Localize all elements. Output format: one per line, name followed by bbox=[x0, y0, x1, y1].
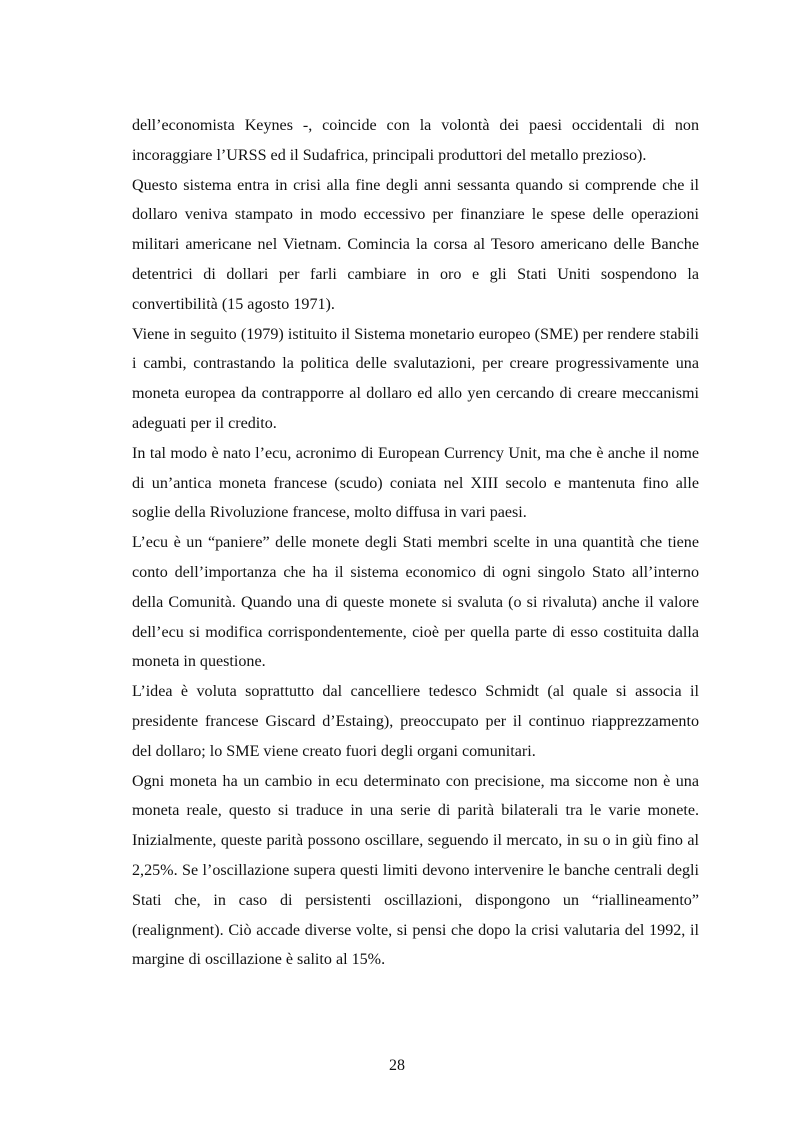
paragraph-7: Ogni moneta ha un cambio in ecu determinato con precisione, ma siccome non è una moneta reale, questo si traduce in una serie di parità bilaterali tra le varie monete. Inizialmente, queste parità possono oscillare, seguendo il mercato, in su o in giù fino al 2,25%. Se l’oscillazione supera questi limiti devono intervenire le banche centrali degli Stati che, in caso di persistenti oscillazioni, dispongono un “riallineamento” (realignment). Ciò accade diverse volte, si pensi che dopo la crisi valutaria del 1992, il margine di oscillazione è salito al 15%. bbox=[132, 772, 699, 969]
paragraph-5: L’ecu è un “paniere” delle monete degli Stati membri scelte in una quantità che tiene conto dell’importanza che ha il sistema economico di ogni singolo Stato all’interno della Comunità. Quando una di queste monete si svaluta (o si rivaluta) anche il valore dell’ecu si modifica corrispondentemente, cioè per quella parte di esso costituita dalla moneta in questione. bbox=[132, 534, 699, 671]
paragraph-1: dell’economista Keynes -, coincide con la volontà dei paesi occidentali di non incoraggiare l’URSS ed il Sudafrica, principali produttori del metallo prezioso). bbox=[132, 117, 699, 164]
body-text bbox=[132, 111, 699, 975]
paragraph-4: In tal modo è nato l’ecu, acronimo di European Currency Unit, ma che è anche il nome di un’antica moneta francese (scudo) coniata nel XIII secolo e mantenuta fino alle soglie della Rivoluzione francese, molto diffusa in vari paesi. bbox=[132, 444, 699, 522]
paragraph-2: Questo sistema entra in crisi alla fine degli anni sessanta quando si comprende che il dollaro veniva stampato in modo eccessivo per finanziare le spese delle operazioni militari americane nel Vietnam. Comincia la corsa al Tesoro americano delle Banche detentrici di dollari per farli cambiare in oro e gli Stati Uniti sospendono la convertibilità (15 agosto 1971). bbox=[132, 176, 699, 313]
paragraph-3: Viene in seguito (1979) istituito il Sistema monetario europeo (SME) per rendere stabili i cambi, contrastando la politica delle svalutazioni, per creare progressivamente una moneta europea da contrapporre al dollaro ed allo yen cercando di creare meccanismi adeguati per il credito. bbox=[132, 325, 699, 432]
page-number: 28 bbox=[389, 1057, 405, 1074]
paragraph-6: L’idea è voluta soprattutto dal cancelliere tedesco Schmidt (al quale si associa il presidente francese Giscard d’Estaing), preoccupato per il continuo riapprezzamento del dollaro; lo SME viene creato fuori degli organi comunitari. bbox=[132, 683, 699, 760]
